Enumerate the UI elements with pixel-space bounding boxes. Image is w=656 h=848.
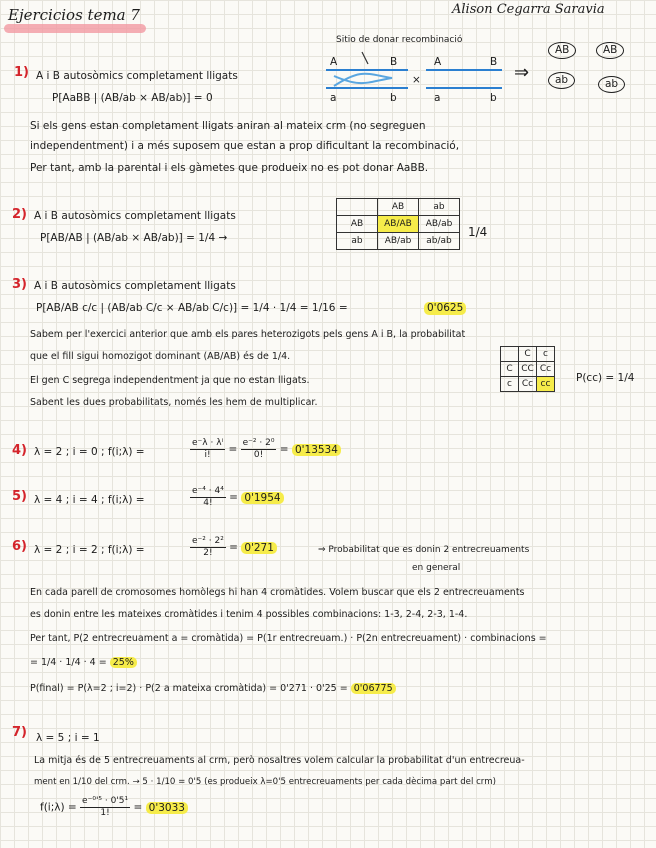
diagram-caption: Sitio de donar recombinació xyxy=(336,35,463,45)
chrom2-allele-B: B xyxy=(490,56,498,68)
q6-formula-numerator: e⁻² · 2² xyxy=(192,536,224,546)
chrom1-allele-B: B xyxy=(390,56,398,68)
q3-cell: Cc xyxy=(519,377,537,392)
q7-paragraph-1: La mitja és de 5 entrecreuaments al crm, però nosaltres volem calcular la probabilitat d'un entrecreua- xyxy=(34,755,525,766)
q6-formula: $\frac{\text{e⁻² · 2²}}{2!}$ = 0'271 xyxy=(190,536,277,559)
q5-formula-denominator: 4! xyxy=(203,498,213,508)
q6-paragraph-1: En cada parell de cromosomes homòlegs hi han 4 cromàtides. Volem buscar que els 2 entrecreuaments xyxy=(30,587,525,598)
q6-paragraph-4 xyxy=(30,656,137,669)
q3-paragraph-2: que el fill sigui homozigot dominant (AB/AB) és de 1/4. xyxy=(30,351,291,362)
q6-paragraph-5 xyxy=(30,682,396,695)
gamete-2: AB xyxy=(596,42,624,59)
q4-answer: 0'13534 xyxy=(292,444,341,456)
q7-paragraph-2: ment en 1/10 del crm. → 5 · 1/10 = 0'5 (es produeix λ=0'5 entrecreuaments per cada dècima part del crm) xyxy=(34,777,496,787)
q2-cell: ab xyxy=(419,199,460,216)
chrom1-allele-b: b xyxy=(390,92,397,104)
q5-formula-numerator: e⁻⁴ · 4⁴ xyxy=(192,486,224,496)
q3-answer: 0'0625 xyxy=(424,302,466,315)
chrom1-allele-a: a xyxy=(330,92,337,104)
q3-number: 3) xyxy=(12,277,27,292)
q3-paragraph-1: Sabem per l'exercici anterior que amb els pares heterozigots pels gens A i B, la probabilitat xyxy=(30,329,466,340)
q3-cell xyxy=(501,347,519,362)
q6-number: 6) xyxy=(12,539,27,554)
q4-substituted-numerator: e⁻² · 2⁰ xyxy=(242,438,275,448)
q2-cell: AB xyxy=(337,216,378,233)
q6-answer: 0'271 xyxy=(241,542,277,554)
q7-number: 7) xyxy=(12,725,27,740)
q3-paragraph-3: El gen C segrega independentment ja que no estan lligats. xyxy=(30,375,310,386)
q3-line1: A i B autosòmics completament lligats xyxy=(34,280,236,292)
gamete-1: AB xyxy=(548,42,576,59)
q2-line2: P[AB/AB | (AB/ab × AB/ab)] = 1/4 → xyxy=(40,232,228,244)
q6-arrow-note: ⇒ Probabilitat que es donin 2 entrecreuaments xyxy=(318,545,530,555)
q2-cell xyxy=(337,199,378,216)
q3-paragraph-4: Sabent les dues probabilitats, només les hem de multiplicar. xyxy=(30,397,318,408)
q6-formula-denominator: 2! xyxy=(203,548,213,558)
chrom1-allele-A: A xyxy=(330,56,338,68)
q3-cell: C xyxy=(501,362,519,377)
q6-params: λ = 2 ; i = 2 ; f(i;λ) = xyxy=(34,544,145,556)
q7-params: λ = 5 ; i = 1 xyxy=(36,732,100,744)
q5-formula: $\frac{\text{e⁻⁴ · 4⁴}}{4!}$ = 0'1954 xyxy=(190,486,284,509)
chrom2-allele-b: b xyxy=(490,92,497,104)
q7-formula-denominator: 1! xyxy=(100,808,110,818)
q3-cell: C xyxy=(519,347,537,362)
q3-cell: Cc xyxy=(537,362,555,377)
q2-number: 2) xyxy=(12,207,27,222)
q4-equals: = xyxy=(228,443,238,456)
q6-p4-answer: 25% xyxy=(110,657,137,668)
q6-p5-text: P(final) = P(λ=2 ; i=2) · P(2 a mateixa cromàtida) = 0'271 · 0'25 = xyxy=(30,683,348,694)
q2-cell: AB/ab xyxy=(378,233,419,250)
q2-line1: A i B autosòmics completament lligats xyxy=(34,210,236,222)
q1-line1: A i B autosòmics completament lligats xyxy=(36,70,238,82)
q5-params: λ = 4 ; i = 4 ; f(i;λ) = xyxy=(34,494,145,506)
chrom2-allele-A: A xyxy=(434,56,442,68)
title-highlight xyxy=(4,24,146,33)
gamete-4: ab xyxy=(598,76,625,93)
q2-result: 1/4 xyxy=(468,225,488,239)
q1-line2: P[AaBB | (AB/ab × AB/ab)] = 0 xyxy=(52,92,213,104)
q2-cell: ab xyxy=(337,233,378,250)
q6-p5-answer: 0'06775 xyxy=(351,683,396,694)
q4-formula: $\frac{\text{e⁻λ · λⁱ}}{i!}$ = $\frac{\text{e⁻² · 2⁰}}{0!}$ = 0'13534 xyxy=(190,438,341,461)
q4-formula-numerator: e⁻λ · λⁱ xyxy=(192,438,224,448)
q1-paragraph-1: Si els gens estan completament lligats aniran al mateix crm (no segreguen xyxy=(30,120,426,132)
q3-cell: CC xyxy=(519,362,537,377)
cross-symbol: × xyxy=(412,74,421,86)
q2-cell: AB xyxy=(378,199,419,216)
page-title: Ejercicios tema 7 xyxy=(8,6,140,24)
q6-paragraph-3: Per tant, P(2 entrecreuament a = cromàtida) = P(1r entrecreuam.) · P(2n entrecreuament) · combinacions = xyxy=(30,633,547,644)
q3-pcc: P(cc) = 1/4 xyxy=(576,372,635,384)
q3-cell: c xyxy=(537,347,555,362)
q4-substituted-denominator: 0! xyxy=(253,450,264,460)
q1-number: 1) xyxy=(14,65,29,80)
q3-line2: P[AB/AB c/c | (AB/ab C/c × AB/ab C/c)] = 1/4 · 1/4 = 1/16 = xyxy=(36,302,348,314)
q2-cell: AB/ab xyxy=(419,216,460,233)
q2-cell: ab/ab xyxy=(419,233,460,250)
q3-cell: c xyxy=(501,377,519,392)
q2-punnett-table xyxy=(336,198,460,250)
gamete-3: ab xyxy=(548,72,575,89)
q4-number: 4) xyxy=(12,443,27,458)
q7-formula: f(i;λ) = $\frac{\text{e⁻⁰'⁵ · 0'5¹}}{1!}$ = 0'3033 xyxy=(40,796,188,819)
q3-cell-highlighted: cc xyxy=(537,377,555,392)
q5-number: 5) xyxy=(12,489,27,504)
q6-arrow-note-2: en general xyxy=(412,563,461,573)
q7-formula-label: f(i;λ) = xyxy=(40,801,77,814)
q2-cell-highlighted: AB/AB xyxy=(378,216,419,233)
q1-paragraph-2: independentment) i a més suposem que estan a prop dificultant la recombinació, xyxy=(30,140,460,152)
q4-formula-denominator: i! xyxy=(204,450,211,460)
q6-paragraph-2: es donin entre les mateixes cromàtides i tenim 4 possibles combinacions: 1-3, 2-4, 2-3, 1-4. xyxy=(30,609,468,620)
q3-punnett-table xyxy=(500,346,555,392)
q6-p4-text: = 1/4 · 1/4 · 4 = xyxy=(30,657,107,668)
author-name: Alison Cegarra Saravia xyxy=(452,2,605,17)
result-arrow: ⇒ xyxy=(514,62,530,83)
q4-params: λ = 2 ; i = 0 ; f(i;λ) = xyxy=(34,446,145,458)
q7-formula-numerator: e⁻⁰'⁵ · 0'5¹ xyxy=(82,796,129,806)
q1-paragraph-3: Per tant, amb la parental i els gàmetes que produeix no es pot donar AaBB. xyxy=(30,162,429,174)
chrom2-allele-a: a xyxy=(434,92,441,104)
q7-answer: 0'3033 xyxy=(146,802,188,814)
q5-answer: 0'1954 xyxy=(241,492,283,504)
